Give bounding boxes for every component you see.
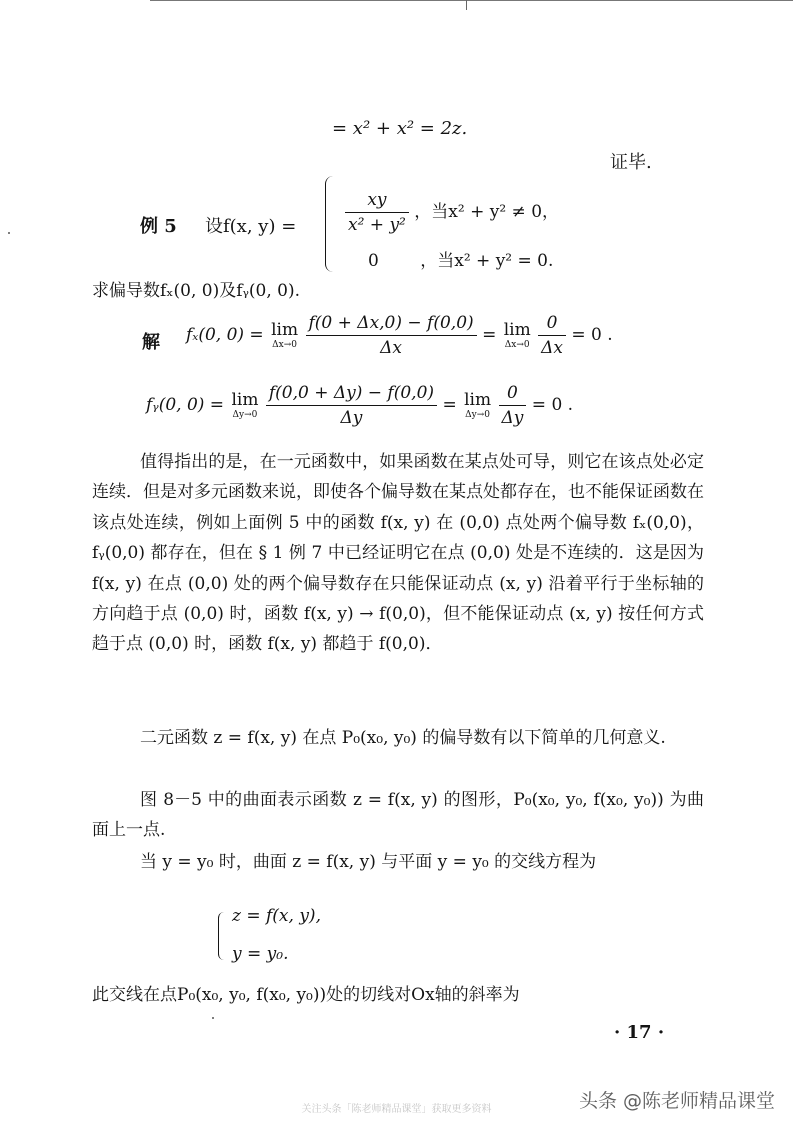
piecewise-case-1 [345, 190, 559, 235]
fy-numerator-2: 0 [499, 383, 527, 406]
paragraph-intersection: 当 y = y₀ 时，曲面 z = f(x, y) 与平面 y = y₀ 的交线方程为 [140, 852, 597, 872]
watermark-text: 头条 @陈老师精品课堂 [578, 1090, 775, 1112]
top-tick-mark [466, 0, 467, 10]
fx-limit-word-2: lim [503, 319, 531, 340]
top-border-line [150, 0, 793, 2]
fy-equation [146, 383, 573, 428]
piecewise-case-2 [368, 246, 553, 271]
fy-equals: = [442, 395, 457, 415]
fx-equation [186, 313, 613, 358]
case1-condition: ，当x² + y² ≠ 0， [414, 202, 560, 222]
paragraph-continuity-note: 值得指出的是，在一元函数中，如果函数在某点处可导，则它在该点处必定连续．但是对多元函数来说，即使各个偏导数在某点处都存在，也不能保证函数在该点处连续，例如上面例 5 中的函数 f(x, y) 在 (0,0) 点处两个偏导数 fₓ(0,0)，fᵧ(0,0) 都存在，但在 § 1 例 7 中已经证明它在点 (0,0) 处是不连续的．这是因为 f(x, y) 在点 (0,0) 处的两个偏导数存在只能保证动点 (x, y) 沿着平行于坐标轴的方向趋于点 (0,0) 时，函数 f(x, y) → f(0,0)，但不能保证动点 (x, y) 按任何方式趋于点 (0,0) 时，函数 f(x, y) 都趋于 f(0,0)． [92, 452, 704, 655]
fx-limit-2 [503, 319, 531, 350]
page-number: · 17 · [614, 1022, 665, 1043]
paragraph-tangent-slope: 此交线在点P₀(x₀, y₀, f(x₀, y₀))处的切线对Ox轴的斜率为 [92, 985, 520, 1005]
fy-lhs: fᵧ(0, 0) = [146, 395, 225, 415]
fx-numerator-2: 0 [538, 313, 566, 336]
fy-fraction-2 [499, 383, 527, 428]
qed-mark: 证毕. [610, 152, 652, 173]
system-line-2: y = y₀. [232, 944, 289, 964]
scan-speck [212, 1017, 214, 1019]
fx-equals: = [482, 325, 497, 345]
fx-limit [271, 319, 299, 350]
example-label: 例 5 [140, 216, 177, 237]
example-task: 求偏导数fₓ(0, 0)及fᵧ(0, 0). [92, 281, 301, 301]
fx-limit-word: lim [271, 319, 299, 340]
case2-condition: ，当x² + y² = 0. [420, 251, 554, 271]
fy-limit [231, 389, 259, 420]
fx-numerator: f(0 + Δx,0) − f(0,0) [306, 313, 477, 336]
fy-numerator: f(0,0 + Δy) − f(0,0) [266, 383, 437, 406]
footer-caption: 关注头条「陈老师精品课堂」获取更多资料 [301, 1104, 492, 1115]
fx-denominator: Δx [380, 338, 403, 358]
fx-limit-sub: Δx→0 [272, 339, 298, 350]
fx-fraction-2 [538, 313, 566, 358]
case1-fraction [345, 190, 409, 235]
paragraph-figure-reference: 图 8－5 中的曲面表示函数 z = f(x, y) 的图形，P₀(x₀, y₀, f(x₀, y₀)) 为曲面上一点. [92, 790, 704, 841]
case1-denominator: x² + y² [348, 215, 406, 235]
paragraph-geometric-meaning: 二元函数 z = f(x, y) 在点 P₀(x₀, y₀) 的偏导数有以下简单的几何意义. [140, 728, 666, 748]
fx-limit-sub-2: Δx→0 [504, 339, 530, 350]
solution-label: 解 [142, 332, 160, 353]
fx-result: = 0 . [571, 325, 613, 345]
fy-fraction [266, 383, 437, 428]
case1-numerator: xy [345, 190, 409, 213]
fy-denominator-2: Δy [501, 408, 524, 428]
system-line-1: z = f(x, y), [232, 906, 321, 926]
fy-limit-sub: Δy→0 [232, 409, 258, 420]
scan-speck [8, 232, 10, 234]
fy-denominator: Δy [340, 408, 363, 428]
fx-fraction [306, 313, 477, 358]
equation-continuation: = x² + x² = 2z. [332, 118, 468, 139]
fy-limit-2 [464, 389, 492, 420]
example-intro: 设f(x, y) = [205, 216, 297, 237]
system-brace [218, 912, 227, 960]
fx-lhs: fₓ(0, 0) = [186, 325, 264, 345]
fy-result: = 0 . [531, 395, 574, 415]
case2-value: 0 [368, 251, 379, 271]
piecewise-brace [325, 176, 338, 272]
fx-denominator-2: Δx [541, 338, 563, 358]
fy-limit-sub-2: Δy→0 [465, 409, 491, 420]
fy-limit-word-2: lim [464, 389, 492, 410]
fy-limit-word: lim [231, 389, 259, 410]
